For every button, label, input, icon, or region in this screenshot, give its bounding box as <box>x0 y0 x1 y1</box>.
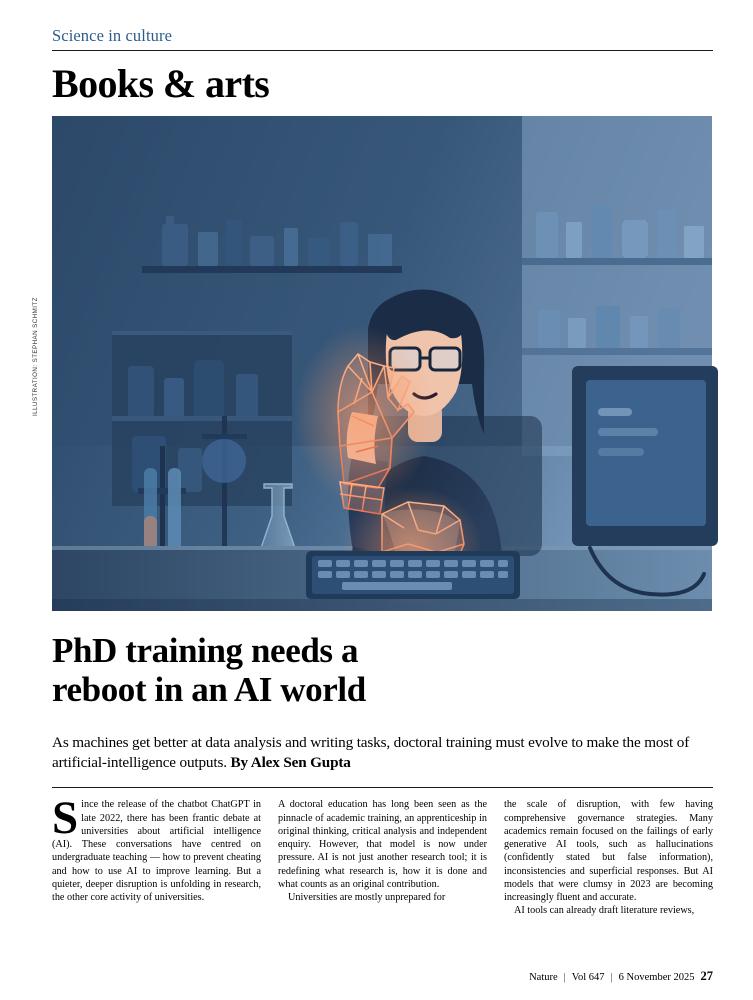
illustration-credit: ILLUSTRATION: STEPHAN SCHMITZ <box>32 297 39 416</box>
article-body <box>52 792 713 917</box>
body-divider <box>52 787 713 788</box>
drop-cap: S <box>52 792 79 845</box>
body-column-2 <box>278 798 487 917</box>
standfirst-text: As machines get better at data analysis and writing tasks, doctoral training must evolve to make the most of artificial-intelligence outputs. <box>52 733 690 772</box>
paragraph: A doctoral education has long been seen as the pinnacle of academic training, an apprenticeship in original thinking, critical analysis and independent enquiry. However, that model is now under pressure. AI is not just another research tool; it is redefining what research is, how it is done and what counts as an original contribution. <box>278 799 487 890</box>
illustration-artwork <box>52 116 712 611</box>
article-byline: By Alex Sen Gupta <box>230 754 351 772</box>
article-headline <box>52 631 713 709</box>
footer-separator: | <box>563 972 566 983</box>
paragraph-text: ince the release of the chatbot ChatGPT in late 2022, there has been frantic debate at universities about artificial intelligence (AI). These conversations have centred on undergraduate teaching — how to prevent cheating and how to use AI to improve learning. But a quieter, deeper disruption is unfolding in research, the other core activity of universities. <box>52 799 261 903</box>
headline-line-1: PhD training needs a <box>52 631 359 670</box>
paragraph: AI tools can already draft literature reviews, <box>514 905 695 917</box>
footer-separator: | <box>610 972 613 983</box>
footer-date: 6 November 2025 <box>618 972 695 983</box>
body-column-3 <box>504 798 713 917</box>
page-number: 27 <box>700 969 713 983</box>
section-kicker: Science in culture <box>52 26 172 45</box>
section-masthead: Books & arts <box>52 61 270 106</box>
paragraph <box>52 792 261 904</box>
page-footer <box>52 969 713 984</box>
footer-volume: Vol 647 <box>571 972 605 983</box>
article-illustration <box>32 116 712 611</box>
footer-publication: Nature <box>529 972 558 983</box>
section-kicker-row <box>52 26 713 51</box>
paragraph: Universities are mostly unprepared for <box>288 892 446 903</box>
headline-line-2: reboot in an AI world <box>52 670 366 710</box>
body-column-1 <box>52 792 261 917</box>
paragraph: the scale of disruption, with few having comprehensive governance strategies. Many academics remain focused on the failings of early generative AI tools, such as hallucinations (confidently stated but false information), inconsistencies and superficial responses. But AI models that were clumsy in 2023 are becoming increasingly fluent and accurate. <box>504 799 713 903</box>
article-standfirst <box>52 733 713 773</box>
